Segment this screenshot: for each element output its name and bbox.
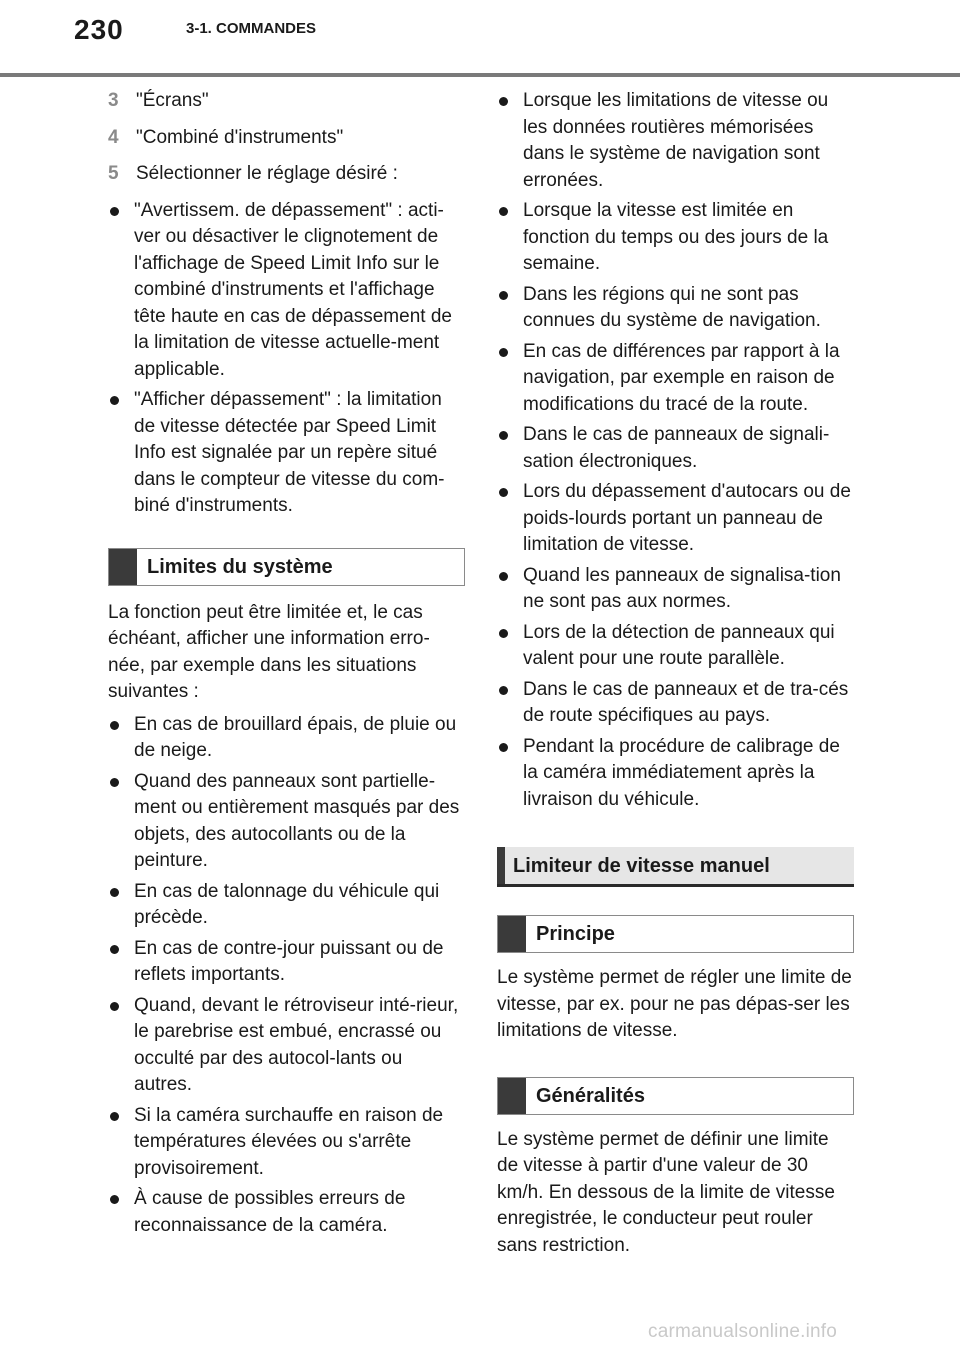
section-title: Limites du système (147, 555, 333, 578)
bullet-icon (110, 721, 119, 730)
list-item: Lorsque les limitations de vitesse ou les données routières mémorisées dans le système de navigation sont erronées. (497, 88, 854, 194)
step-number: 5 (108, 163, 119, 184)
bullet-icon (499, 97, 508, 106)
list-item: Quand des panneaux sont partielle-ment ou entièrement masqués par des objets, des autocollants ou de la peinture. (108, 769, 465, 875)
section-marker (109, 549, 137, 585)
situations-bullet-list (497, 88, 854, 813)
bullet-icon (110, 945, 119, 954)
bullet-icon (499, 488, 508, 497)
list-item: Dans le cas de panneaux de signali-sation électroniques. (497, 422, 854, 475)
bullet-icon (499, 431, 508, 440)
bullet-icon (110, 1002, 119, 1011)
list-item: En cas de brouillard épais, de pluie ou de neige. (108, 712, 465, 765)
bullet-icon (499, 629, 508, 638)
list-item: En cas de contre-jour puissant ou de reflets importants. (108, 936, 465, 989)
list-item: En cas de talonnage du véhicule qui précède. (108, 879, 465, 932)
left-column (108, 88, 465, 1243)
section-marker (497, 847, 505, 884)
header-divider (0, 73, 960, 77)
step-number: 4 (108, 126, 119, 148)
section-heading-limites (108, 548, 465, 586)
list-item: Lorsque la vitesse est limitée en fonction du temps ou des jours de la semaine. (497, 198, 854, 278)
list-item: En cas de différences par rapport à la navigation, par exemple en raison de modifications du tracé de la route. (497, 339, 854, 419)
bullet-icon (499, 207, 508, 216)
section-heading-principe (497, 915, 854, 953)
bullet-icon (499, 743, 508, 752)
section-marker (498, 916, 526, 952)
section-heading-limiteur (497, 847, 854, 887)
step-4 (108, 125, 465, 152)
step-text: "Combiné d'instruments" (136, 126, 344, 148)
list-item: Dans les régions qui ne sont pas connues du système de navigation. (497, 282, 854, 335)
bullet-icon (110, 207, 119, 216)
step-text: Sélectionner le réglage désiré : (136, 163, 398, 184)
section-title: Principe (536, 923, 615, 945)
bullet-icon (110, 1195, 119, 1204)
list-item: Dans le cas de panneaux et de tra-cés de route spécifiques au pays. (497, 677, 854, 730)
list-item: À cause de possibles erreurs de reconnaissance de la caméra. (108, 1186, 465, 1239)
watermark: carmanualsonline.info (648, 1321, 838, 1342)
list-item: "Avertissem. de dépassement" : acti-ver ou désactiver le clignotement de l'affichage de Speed Limit Info sur le combiné d'instruments et l'affichage tête haute en cas de dépassement de la limitation de vitesse actuelle-ment applicable. (108, 198, 465, 384)
list-item: Lors de la détection de panneaux qui valent pour une route parallèle. (497, 620, 854, 673)
list-item: Quand, devant le rétroviseur inté-rieur, le parebrise est embué, encrassé ou occulté par des autocol-lants ou autres. (108, 993, 465, 1099)
section-title: Limiteur de vitesse manuel (513, 855, 770, 877)
principe-paragraph: Le système permet de régler une limite de vitesse, par ex. pour ne pas dépas-ser les limitations de vitesse. (497, 967, 852, 1041)
bullet-icon (499, 291, 508, 300)
section-title: Généralités (536, 1084, 645, 1107)
bullet-icon (110, 778, 119, 787)
intro-paragraph: La fonction peut être limitée et, le cas échéant, afficher une information erro-née, par exemple dans les situations suivantes : (108, 601, 430, 702)
right-column (497, 88, 854, 1259)
list-item: Lors du dépassement d'autocars ou de poids-lourds portant un panneau de limitation de vitesse. (497, 479, 854, 559)
settings-bullet-list (108, 198, 465, 520)
step-text: "Écrans" (136, 90, 209, 111)
step-number: 3 (108, 90, 119, 111)
section-marker (498, 1078, 526, 1114)
list-item: "Afficher dépassement" : la limitation de vitesse détectée par Speed Limit Info est signalée par un repère situé dans le compteur de vitesse du com-biné d'instruments. (108, 387, 465, 520)
list-item: Si la caméra surchauffe en raison de températures élevées ou s'arrête provisoirement. (108, 1103, 465, 1183)
bullet-icon (110, 888, 119, 897)
limitations-bullet-list (108, 712, 465, 1240)
bullet-icon (110, 1112, 119, 1121)
list-item: Quand les panneaux de signalisa-tion ne sont pas aux normes. (497, 563, 854, 616)
list-item: Pendant la procédure de calibrage de la caméra immédiatement après la livraison du véhicule. (497, 734, 854, 814)
section-heading-generalites (497, 1077, 854, 1115)
bullet-icon (499, 348, 508, 357)
generalites-paragraph: Le système permet de définir une limite de vitesse à partir d'une valeur de 30 km/h. En dessous de la limite de vitesse enregistrée, le conducteur peut rouler sans restriction. (497, 1128, 835, 1256)
bullet-icon (110, 396, 119, 405)
step-5 (108, 161, 465, 188)
bullet-icon (499, 686, 508, 695)
chapter-title: 3-1. COMMANDES (186, 20, 317, 37)
page-number: 230 (74, 14, 124, 45)
step-3 (108, 88, 465, 115)
bullet-icon (499, 572, 508, 581)
page-header (0, 0, 960, 78)
